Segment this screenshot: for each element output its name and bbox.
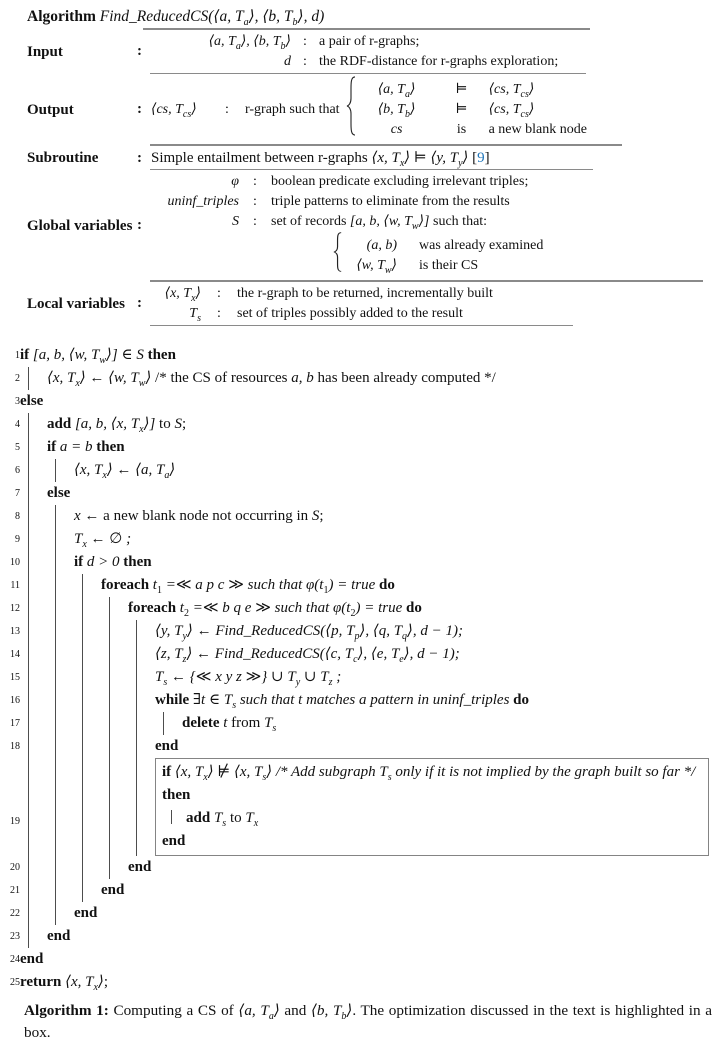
code-text: else bbox=[20, 393, 44, 409]
line-number: 3 bbox=[15, 396, 20, 407]
line-number: 17 bbox=[10, 718, 20, 729]
row-colon: : bbox=[303, 53, 307, 69]
output-value: ⟨cs, $T_{cs}⟩$ bbox=[151, 101, 197, 120]
code-line bbox=[6, 902, 724, 925]
line-number: 4 bbox=[15, 419, 20, 430]
code-line bbox=[6, 735, 724, 758]
line-number: 18 bbox=[10, 741, 20, 752]
row-colon: : bbox=[225, 101, 229, 117]
line-number: 24 bbox=[10, 954, 20, 965]
code-line bbox=[6, 758, 724, 856]
line-number: 20 bbox=[10, 862, 20, 873]
code-text: return ⟨x, $T_x⟩$; bbox=[20, 974, 108, 993]
input-term: ⟨a, $T_a⟩$, ⟨b, $T_b⟩$ bbox=[208, 33, 291, 52]
algorithm-title: Algorithm Find_ReducedCS(⟨a, $T_a⟩$, ⟨b, $T_b⟩$, d) bbox=[27, 8, 325, 29]
code-line bbox=[6, 643, 724, 666]
code-text: end bbox=[74, 905, 98, 921]
indent-guides bbox=[20, 735, 163, 758]
indent-guides bbox=[20, 459, 82, 482]
code-line bbox=[6, 925, 724, 948]
indent-guides bbox=[20, 597, 136, 620]
line-number: 8 bbox=[15, 511, 20, 522]
line-number: 15 bbox=[10, 672, 20, 683]
left-brace-icon bbox=[333, 232, 343, 279]
code-line bbox=[6, 574, 724, 597]
code-text: end bbox=[101, 882, 125, 898]
input-desc: a pair of r-graphs; bbox=[319, 33, 420, 49]
output-colon: : bbox=[137, 101, 142, 117]
input-colon: : bbox=[137, 43, 142, 59]
global-cases: (a, b) was already examined ⟨w, $T_w⟩$ is their CS bbox=[333, 232, 724, 279]
global-variables-label: Global variables bbox=[27, 217, 133, 234]
input-term: d bbox=[284, 53, 291, 69]
code-text: end bbox=[20, 951, 44, 967]
code-line bbox=[6, 505, 724, 528]
input-row bbox=[151, 32, 724, 52]
code-line bbox=[6, 413, 724, 436]
indent-guide bbox=[171, 810, 172, 824]
indent-guides bbox=[20, 666, 163, 689]
code-line bbox=[6, 971, 724, 994]
code-line bbox=[6, 666, 724, 689]
subroutine-label: Subroutine bbox=[27, 150, 99, 166]
code-line bbox=[6, 620, 724, 643]
line-number: 10 bbox=[10, 557, 20, 568]
code-line bbox=[6, 856, 724, 879]
local-variables-colon: : bbox=[137, 295, 142, 311]
code-text: $T_s$ ← {≪ x y z ≫} ∪ $T_y$ ∪ $T_z$ ; bbox=[155, 669, 342, 688]
line-number: 25 bbox=[10, 977, 20, 988]
code-text: ⟨y, $T_y⟩$ ← Find_ReducedCS(⟨p, $T_p⟩$, ⟨q, $T_q⟩$, d − 1); bbox=[155, 623, 464, 642]
left-brace-icon bbox=[346, 76, 357, 143]
input-section bbox=[27, 32, 724, 72]
output-label: Output bbox=[27, 101, 74, 118]
divider-rule bbox=[150, 144, 622, 146]
divider-rule bbox=[150, 169, 593, 171]
code-line bbox=[6, 551, 724, 574]
line-number: 9 bbox=[15, 534, 20, 545]
code-text: add [a, b, ⟨x, $T_x⟩$] to S; bbox=[47, 416, 187, 435]
indent-guides bbox=[20, 712, 190, 735]
figure-caption: Algorithm 1: Computing a CS of ⟨a, $T_a⟩$ and ⟨b, $T_b⟩$. The optimization discussed in the text is highlighted in a box. bbox=[24, 1002, 712, 1041]
indent-guides bbox=[20, 856, 136, 879]
input-label: Input bbox=[27, 43, 63, 60]
line-number: 21 bbox=[10, 885, 20, 896]
code-line bbox=[6, 528, 724, 551]
code-text: if [a, b, ⟨w, $T_w⟩$] ∈ S then bbox=[20, 347, 176, 366]
code-line bbox=[6, 367, 724, 390]
global-row: φ : boolean predicate excluding irrelevant triples; bbox=[231, 174, 529, 189]
boxed-code-line: add $T_s$ to $T_x$ bbox=[162, 807, 702, 830]
divider-rule bbox=[143, 28, 590, 30]
code-line bbox=[6, 344, 724, 367]
line-number: 5 bbox=[15, 442, 20, 453]
global-variables-colon: : bbox=[137, 217, 142, 233]
code-lines bbox=[6, 344, 724, 994]
indent-guides bbox=[20, 551, 82, 574]
code-text: end bbox=[47, 928, 71, 944]
row-colon: : bbox=[303, 33, 307, 49]
line-number: 1 bbox=[15, 350, 20, 361]
subroutine-text: Simple entailment between r-graphs ⟨x, $T_x⟩$ ⊨ ⟨y, $T_y⟩$ [9] bbox=[151, 149, 490, 169]
code-line bbox=[6, 948, 724, 971]
line-number: 16 bbox=[10, 695, 20, 706]
code-line bbox=[6, 879, 724, 902]
line-number: 6 bbox=[15, 465, 20, 476]
code-line bbox=[6, 482, 724, 505]
code-text: if a = b then bbox=[47, 439, 125, 455]
subroutine-section bbox=[27, 148, 724, 169]
optimization-box bbox=[155, 758, 709, 856]
boxed-code-line: if ⟨x, $T_x⟩$ ⊭ ⟨x, $T_s⟩$ /* Add subgraph $T_s$ only if it is not implied by the graph built so far */ bbox=[162, 764, 696, 783]
local-row: ⟨x, $T_x⟩$ : the r-graph to be returned, incrementally built bbox=[164, 285, 493, 304]
indent-guides bbox=[20, 620, 163, 643]
local-row: $T_s$ : set of triples possibly added to the result bbox=[189, 305, 463, 324]
indent-guides bbox=[20, 574, 109, 597]
line-number: 11 bbox=[10, 580, 20, 591]
output-cases: ⟨a, $T_a⟩$ ⊨ ⟨cs, $T_{cs}⟩$ ⟨b, $T_b⟩$ ⊨ ⟨cs, $T_{cs}⟩$ cs is a new blank node bbox=[377, 81, 587, 137]
indent-guides bbox=[20, 758, 163, 856]
code-text: end bbox=[128, 859, 152, 875]
indent-guides bbox=[20, 528, 82, 551]
global-variables-section bbox=[27, 172, 724, 279]
input-row bbox=[151, 52, 724, 72]
line-number: 2 bbox=[15, 373, 20, 384]
global-row: uninf_triples : triple patterns to eliminate from the results bbox=[167, 194, 510, 209]
indent-guides bbox=[20, 505, 82, 528]
divider-rule bbox=[150, 73, 586, 75]
code-line bbox=[6, 390, 724, 413]
code-text: foreach $t_1$ =≪ a p c ≫ such that $\varphi(t_1)$ = true do bbox=[101, 577, 395, 596]
line-number: 23 bbox=[10, 931, 20, 942]
code-text: ⟨z, $T_z⟩$ ← Find_ReducedCS(⟨c, $T_c⟩$, ⟨e, $T_e⟩$, d − 1); bbox=[155, 646, 460, 665]
indent-guides bbox=[20, 879, 109, 902]
code-text: $T_x$ ← ∅ ; bbox=[74, 531, 132, 550]
code-text: while ∃t ∈ $T_s$ such that t matches a pattern in uninf_triples do bbox=[155, 692, 530, 711]
line-number: 19 bbox=[10, 816, 20, 827]
line-number: 14 bbox=[10, 649, 20, 660]
line-number: 7 bbox=[15, 488, 20, 499]
code-text: x ← a new blank node not occurring in S; bbox=[74, 508, 324, 524]
code-text: ⟨x, $T_x⟩$ ← ⟨a, $T_a⟩$ bbox=[74, 462, 176, 481]
code-text: ⟨x, $T_x⟩$ ← ⟨w, $T_w⟩$ /* the CS of resources a, b has been already computed */ bbox=[47, 370, 496, 389]
boxed-code-line: end bbox=[162, 833, 186, 849]
boxed-code-line: then bbox=[162, 787, 191, 803]
output-section bbox=[27, 76, 724, 143]
global-row: S : set of records [a, b, ⟨w, $T_w⟩$] such that: bbox=[232, 214, 488, 232]
output-condition-text: r-graph such that bbox=[245, 101, 340, 117]
code-text: delete t from $T_s$ bbox=[182, 715, 277, 734]
local-variables-section bbox=[27, 284, 724, 324]
line-number: 13 bbox=[10, 626, 20, 637]
code-line bbox=[6, 459, 724, 482]
algorithm-header bbox=[27, 6, 724, 326]
indent-guides bbox=[20, 643, 163, 666]
code-text: if d > 0 then bbox=[74, 554, 152, 570]
code-line bbox=[6, 597, 724, 620]
divider-rule bbox=[150, 280, 703, 282]
divider-rule bbox=[150, 325, 573, 327]
local-variables-label: Local variables bbox=[27, 295, 125, 312]
line-number: 12 bbox=[10, 603, 20, 614]
code-text: end bbox=[155, 738, 179, 754]
subroutine-colon: : bbox=[137, 149, 142, 166]
line-number: 22 bbox=[10, 908, 20, 919]
indent-guides bbox=[20, 689, 163, 712]
code-line bbox=[6, 689, 724, 712]
code-text: else bbox=[47, 485, 71, 501]
code-text: foreach $t_2$ =≪ b q e ≫ such that $\varphi(t_2)$ = true do bbox=[128, 600, 422, 619]
input-desc: the RDF-distance for r-graphs exploration; bbox=[319, 53, 559, 69]
code-line bbox=[6, 712, 724, 735]
indent-guides bbox=[20, 902, 82, 925]
code-line bbox=[6, 436, 724, 459]
